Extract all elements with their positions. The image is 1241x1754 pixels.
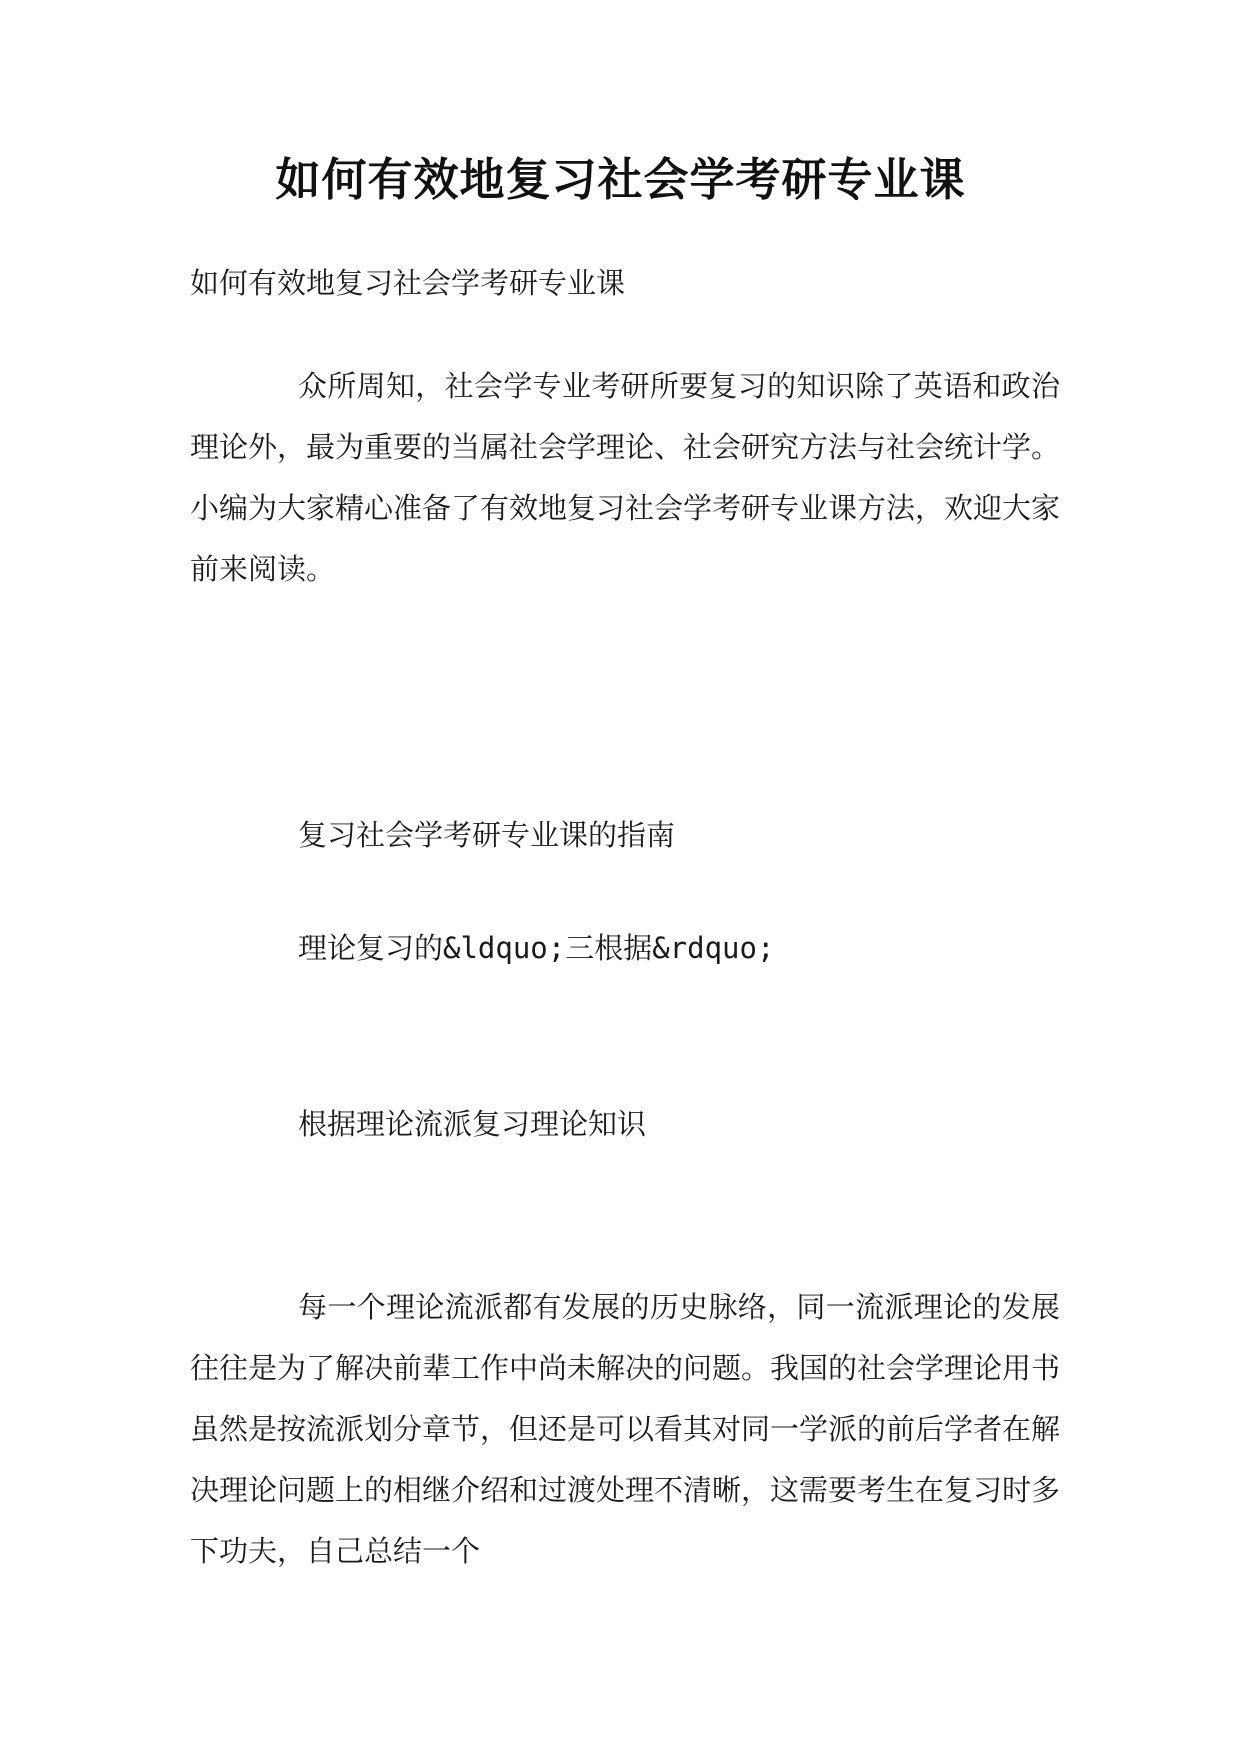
theory-subheading: 理论复习的&ldquo;三根据&rdquo; [298, 931, 775, 965]
section-heading: 复习社会学考研专业课的指南 [298, 818, 676, 852]
intro-paragraph: 众所周知，社会学专业考研所要复习的知识除了英语和政治理论外，最为重要的当属社会学理论、社会研究方法与社会统计学。小编为大家精心准备了有效地复习社会学考研专业课方法，欢迎大家前来阅读。 [190, 369, 1061, 586]
body-paragraph: 每一个理论流派都有发展的历史脉络，同一流派理论的发展往往是为了解决前辈工作中尚未解决的问题。我国的社会学理论用书虽然是按流派划分章节，但还是可以看其对同一学派的前后学者在解决理论问题上的相继介绍和过渡处理不清晰，这需要考生在复习时多下功夫，自己总结一个 [190, 1290, 1061, 1568]
document-subtitle: 如何有效地复习社会学考研专业课 [190, 266, 626, 300]
document-title: 如何有效地复习社会学考研专业课 [275, 153, 966, 206]
point-heading: 根据理论流派复习理论知识 [298, 1107, 647, 1141]
